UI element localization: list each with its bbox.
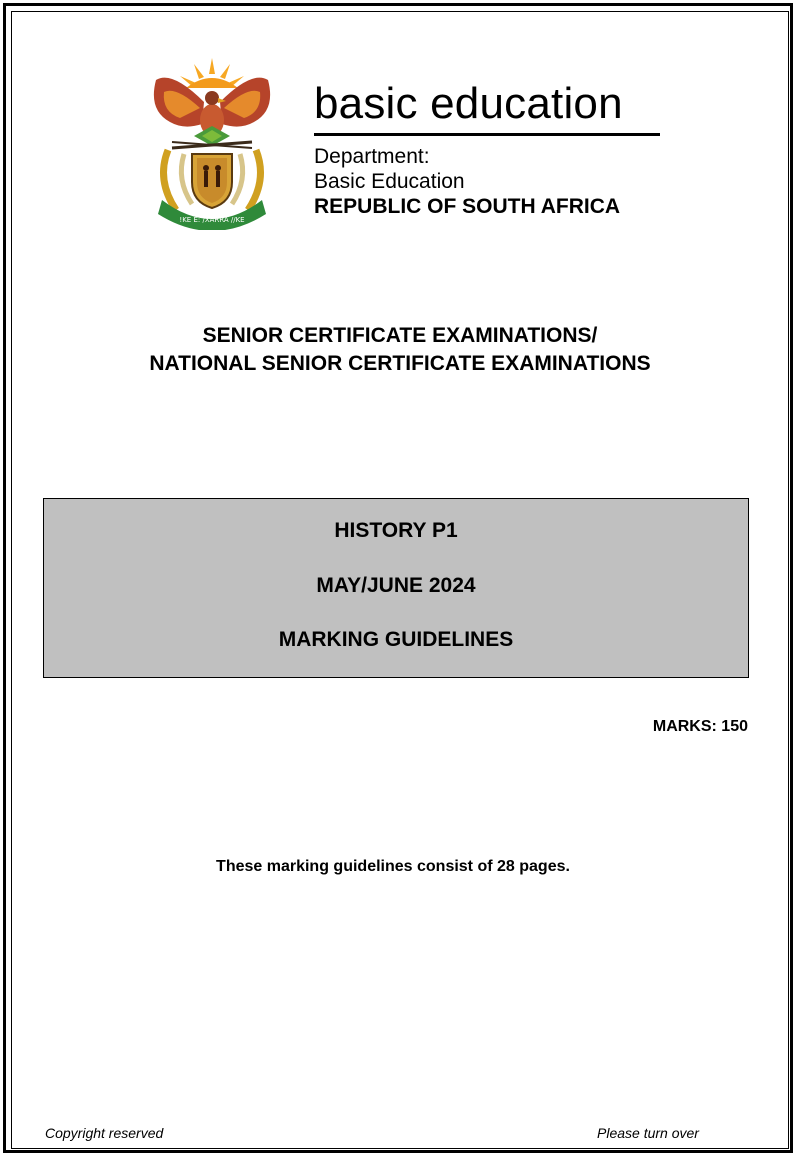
ministry-label: Basic Education xyxy=(314,170,465,193)
coat-of-arms-icon xyxy=(142,50,282,230)
exam-titles xyxy=(0,322,800,378)
subject-box xyxy=(43,498,749,678)
country-label: REPUBLIC OF SOUTH AFRICA xyxy=(314,195,621,218)
brand-title: basic education xyxy=(314,79,623,128)
subject-title: HISTORY P1 xyxy=(334,519,458,542)
brand-divider xyxy=(314,133,660,136)
exam-session: MAY/JUNE 2024 xyxy=(316,574,476,597)
crest-motto: !KE E: /XARRA //KE xyxy=(179,216,245,224)
document-type: MARKING GUIDELINES xyxy=(278,628,514,651)
page-count-note: These marking guidelines consist of 28 pages. xyxy=(216,858,570,875)
letterhead-brand xyxy=(314,80,660,220)
total-marks: MARKS: 150 xyxy=(652,718,748,735)
footer-turn-over: Please turn over xyxy=(597,1125,699,1141)
exam-title-line-2: NATIONAL SENIOR CERTIFICATE EXAMINATIONS xyxy=(149,352,651,375)
department-label: Department: xyxy=(314,145,430,168)
footer-copyright: Copyright reserved xyxy=(45,1125,164,1141)
exam-title-line-1: SENIOR CERTIFICATE EXAMINATIONS/ xyxy=(202,324,598,347)
